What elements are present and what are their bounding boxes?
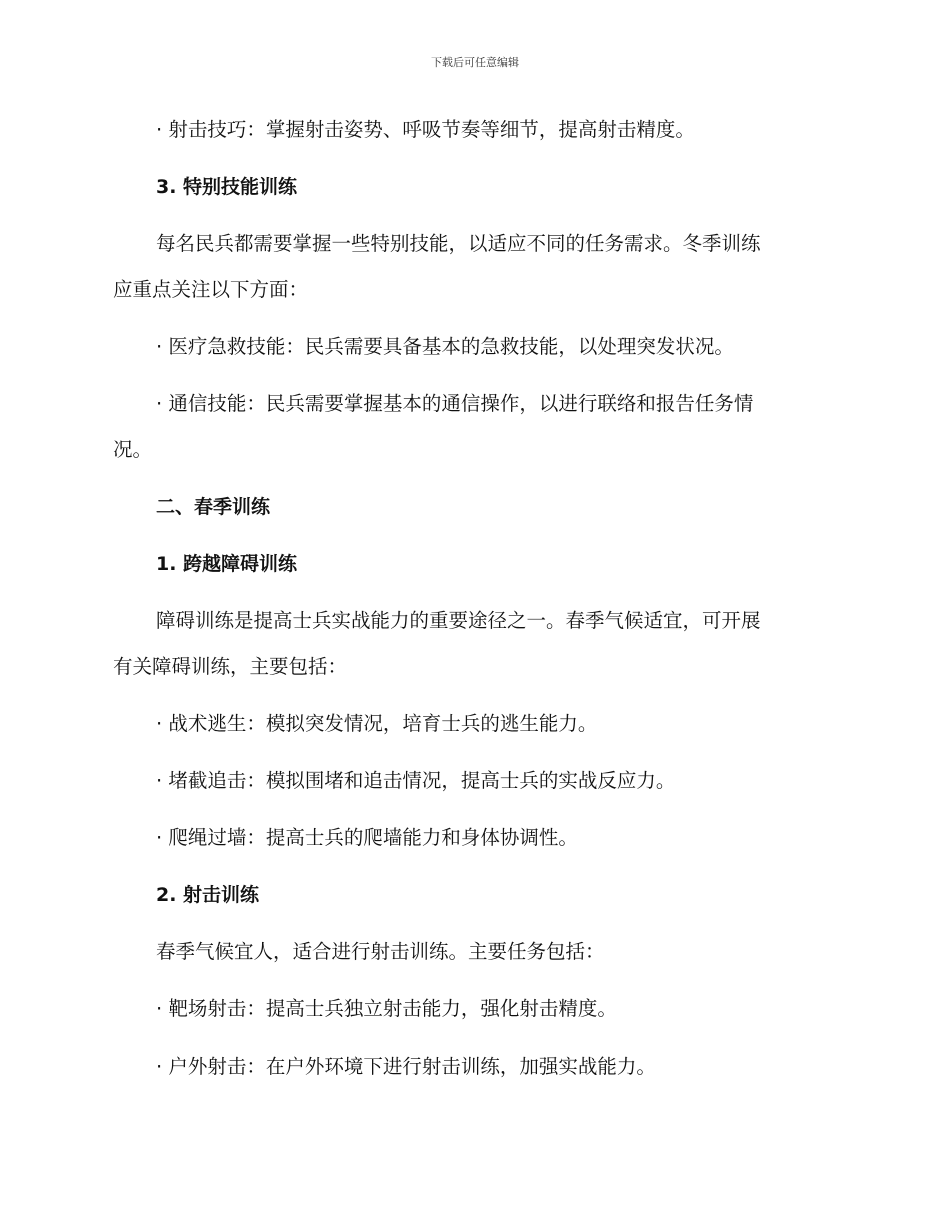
page-header: 下载后可任意编辑	[431, 56, 519, 69]
heading-shooting-training: 2. 射击训练	[156, 884, 260, 906]
bullet-interception: · 堵截追击：模拟围堵和追击情况，提高士兵的实战反应力。	[156, 769, 676, 792]
paragraph-special-skills-line-2: 应重点关注以下方面：	[113, 278, 309, 301]
bullet-outdoor-shooting: · 户外射击：在户外环境下进行射击训练，加强实战能力。	[156, 1055, 656, 1078]
paragraph-shooting: 春季气候宜人，适合进行射击训练。主要任务包括：	[156, 940, 605, 963]
bullet-communication-line-1: · 通信技能：民兵需要掌握基本的通信操作，以进行联络和报告任务情	[156, 392, 754, 415]
bullet-range-shooting: · 靶场射击：提高士兵独立射击能力，强化射击精度。	[156, 997, 617, 1020]
heading-spring-training: 二、春季训练	[156, 496, 271, 518]
paragraph-obstacle-line-2: 有关障碍训练，主要包括：	[113, 655, 348, 678]
bullet-communication-line-2: 况。	[113, 438, 153, 461]
heading-obstacle-training: 1. 跨越障碍训练	[156, 553, 298, 575]
bullet-first-aid: · 医疗急救技能：民兵需要具备基本的急救技能，以处理突发状况。	[156, 335, 734, 358]
heading-special-skills: 3. 特别技能训练	[156, 176, 298, 198]
bullet-tactical-escape: · 战术逃生：模拟突发情况，培育士兵的逃生能力。	[156, 712, 598, 735]
bullet-shooting-technique: · 射击技巧：掌握射击姿势、呼吸节奏等细节，提高射击精度。	[156, 118, 695, 141]
bullet-rope-climbing: · 爬绳过墙：提高士兵的爬墙能力和身体协调性。	[156, 826, 578, 849]
paragraph-special-skills-line-1: 每名民兵都需要掌握一些特别技能，以适应不同的任务需求。冬季训练	[156, 232, 761, 255]
paragraph-obstacle-line-1: 障碍训练是提高士兵实战能力的重要途径之一。春季气候适宜，可开展	[156, 609, 761, 632]
